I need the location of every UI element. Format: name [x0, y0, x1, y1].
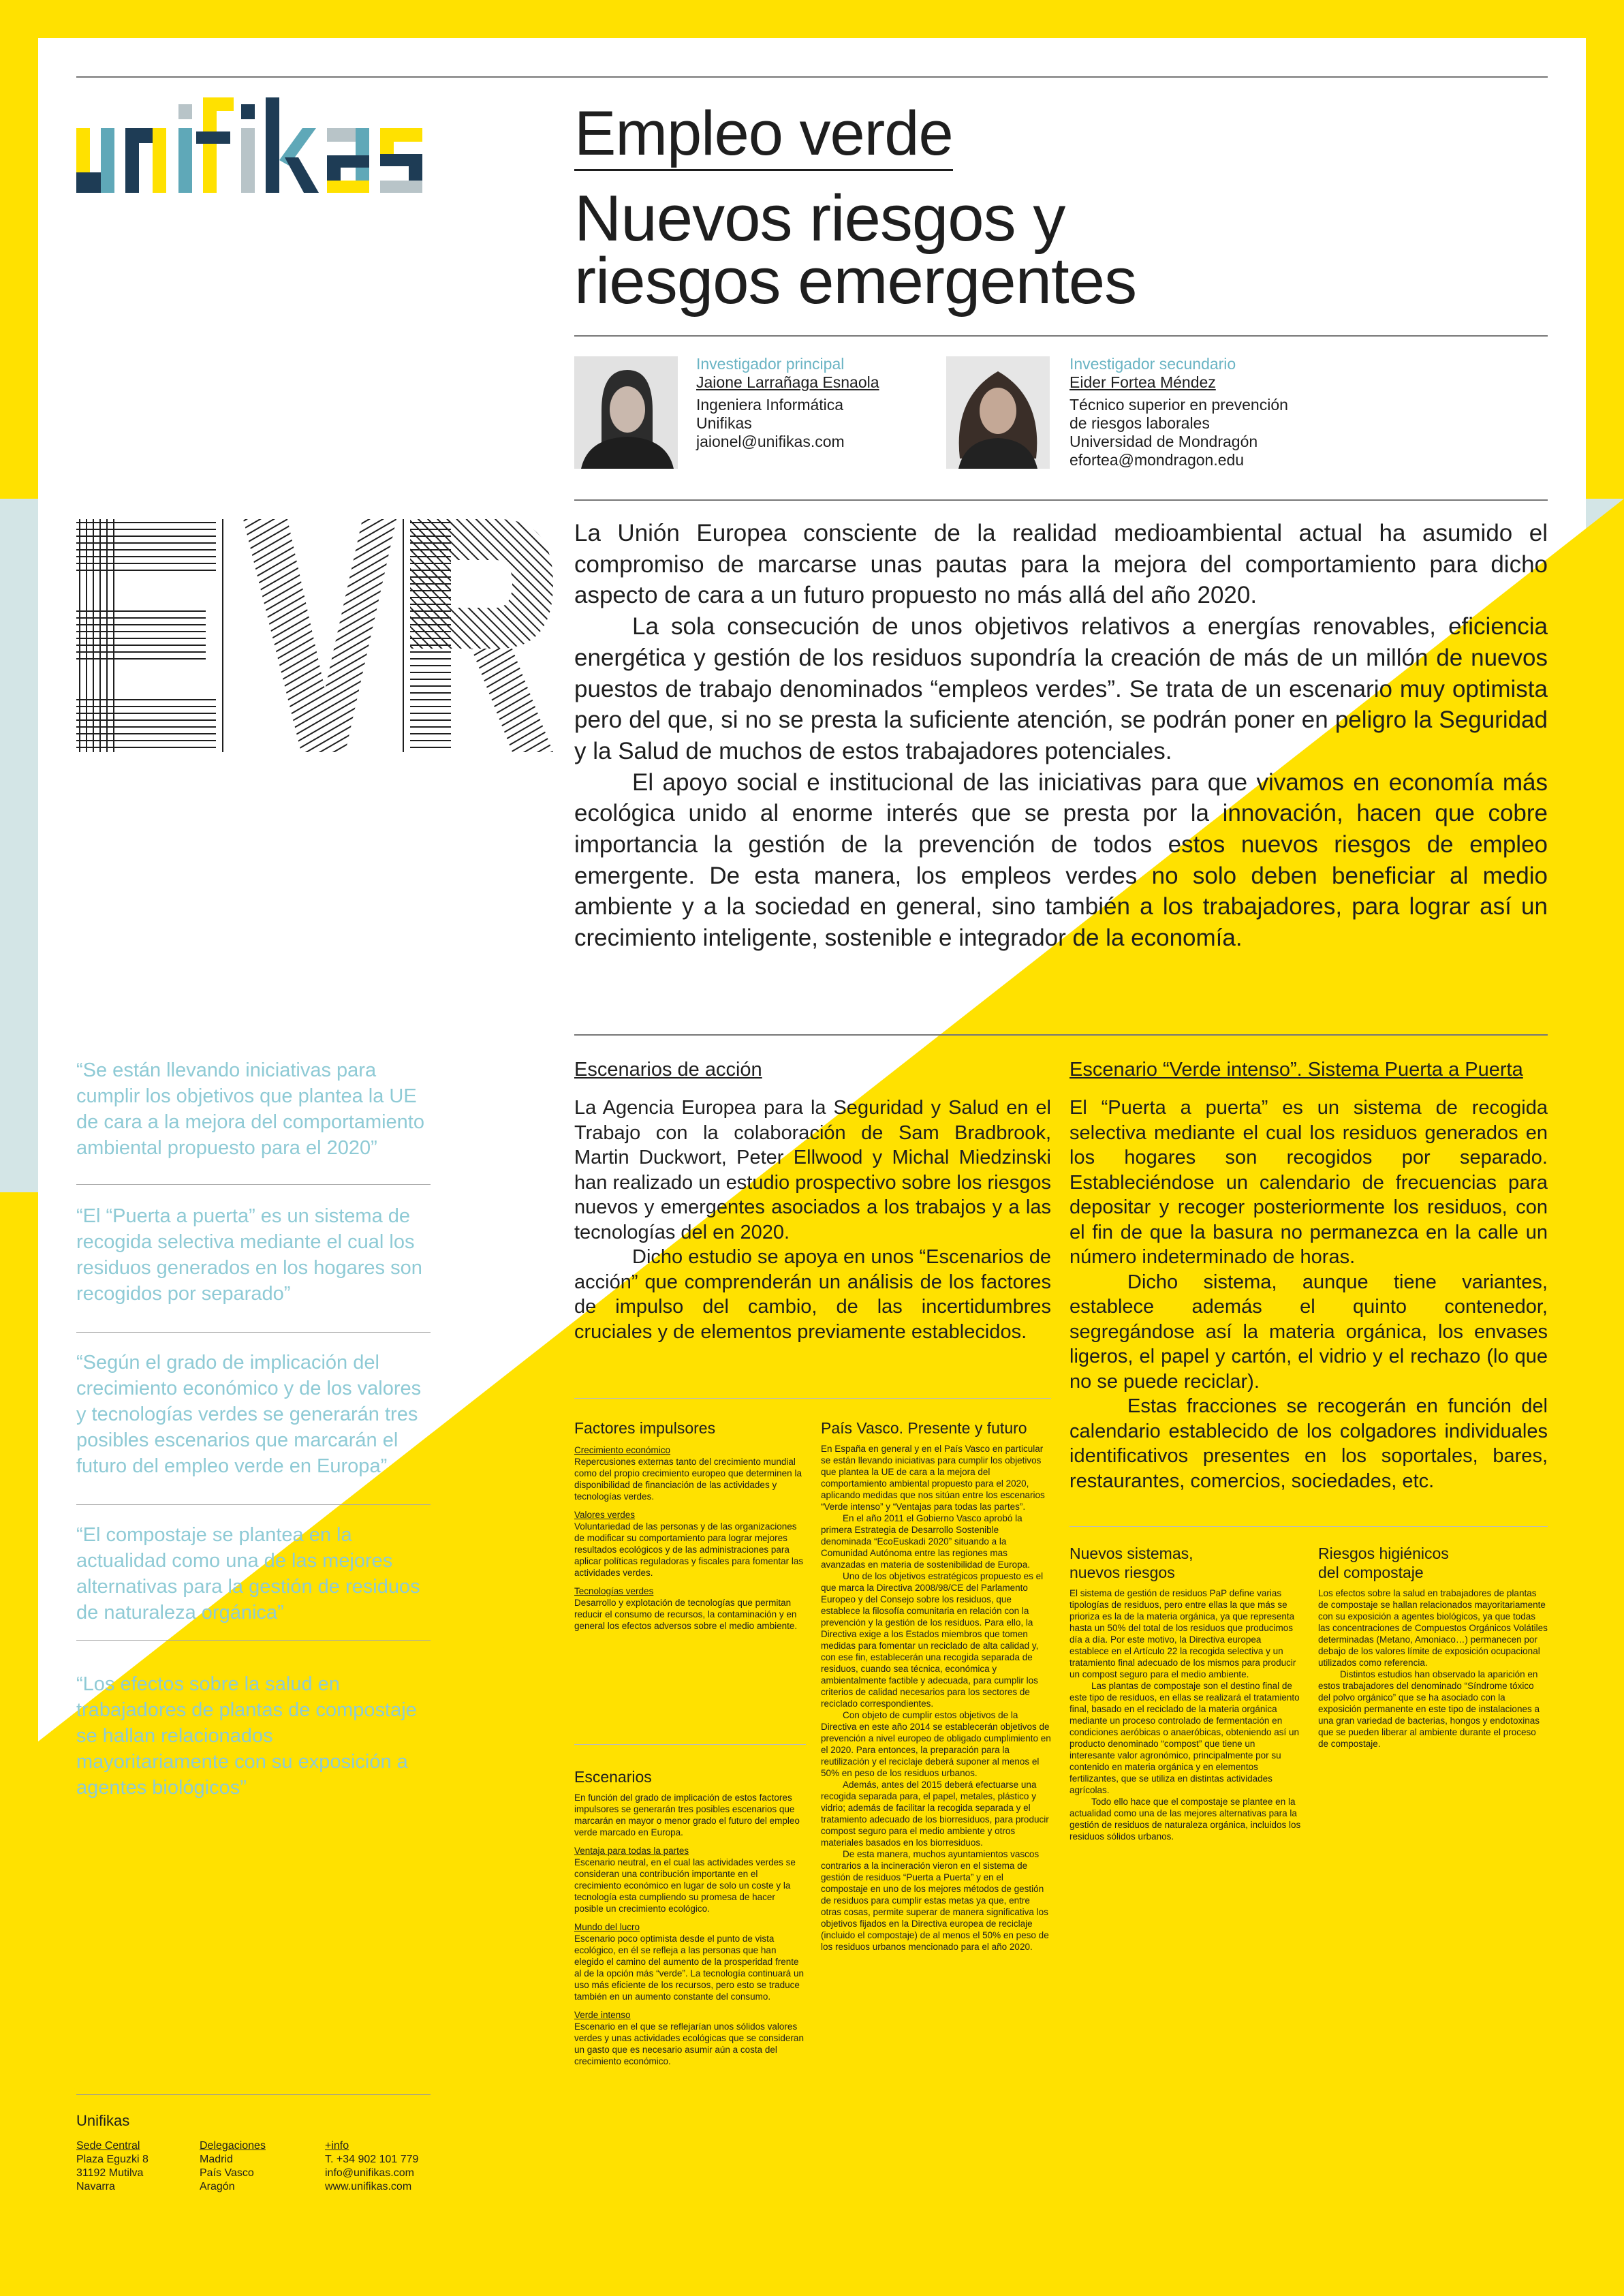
factor-text: Voluntariedad de las personas y de las organizaciones de modificar su comportamiento para lograr mejores resultados ecológicos y de las administraciones para aplicar políticas reguladoras y fiscales para fomentar las actividades verdes.	[574, 1521, 804, 1578]
footer-line: Madrid	[200, 2154, 233, 2165]
evr-graphic	[76, 519, 553, 754]
escenarios-accion-heading: Escenarios de acción	[574, 1059, 762, 1081]
investigator-secundario	[1069, 355, 1356, 469]
investigator-secundario-email[interactable]: efortea@mondragon.edu	[1069, 451, 1245, 469]
escenarios-accion-paragraph: Dicho estudio se apoya en unos “Escenarios de acción” que comprenderán un análisis de los factores de impulso del cambio, de las incertidumbres cruciales y de elementos previamente establecidos.	[574, 1246, 1051, 1343]
nuevos-sistemas-section	[1069, 1544, 1301, 1842]
verde-intenso-heading: Escenario “Verde intenso”. Sistema Puerta a Puerta	[1069, 1059, 1523, 1081]
title-line-2: Nuevos riesgos y	[574, 182, 1065, 255]
footer-info	[325, 2139, 441, 2194]
unifikas-logo	[76, 97, 431, 196]
footer-line: Aragón	[200, 2181, 235, 2192]
escenario-text: Escenario en el que se reflejarían unos sólidos valores verdes y unas actividades ecológicas que se consideran un gasto que es necesario asumir aún a costa del crecimiento económico.	[574, 2021, 804, 2066]
pais-vasco-paragraph: Uno de los objetivos estratégicos propuesto es el que marca la Directiva 2008/98/CE del Parlamento Europeo y del Consejo sobre los residuos, que establece la filosofía comunitaria en relación con la prevención y la gestión de los residuos. Para ello, la Directiva exige a los Estados miembros que tomen medidas para fomentar un reciclado de alta calidad y, con ese fin, establecerán una recogida separada de residuos, cuando sea técnica, económica y ambientalmente factible y adecuada, para cumplir los criterios de calidad necesarios para los sectores de reciclado correspondientes.	[821, 1571, 1044, 1709]
verde-intenso-paragraph: Estas fracciones se recogerán en función del calendario establecido de los colgadores individuales identificativos presentes en los soportales, bares, restaurantes, comercios, sociedades, etc.	[1069, 1395, 1548, 1492]
investigator-principal-email[interactable]: jaionel@unifikas.com	[696, 433, 845, 450]
pull-quote: “Según el grado de implicación del crecimiento económico y de los valores y tecnologías verdes se generarán tres posibles escenarios que marcarán el futuro del empleo verde en Europa”	[76, 1352, 422, 1477]
footer-org: Unifikas	[76, 2112, 130, 2129]
footer-info-label: +info	[325, 2140, 349, 2152]
investigator-principal-line: Unifikas	[696, 414, 752, 432]
investigator-principal-role: Investigador principal	[696, 355, 845, 373]
nuevos-sistemas-heading: nuevos riesgos	[1069, 1564, 1175, 1581]
evr-letter-e	[76, 519, 223, 752]
escenarios-accion-paragraph: La Agencia Europea para la Seguridad y Salud en el Trabajo con la colaboración de Sam Bradbrook, Martin Duckwort, Peter Ellwood y Michal Miedzinski han realizado un estudio prospectivo sobre los riesgos nuevos y emergentes asociados a los trabajos y a las tecnologías del en 2020.	[574, 1097, 1051, 1243]
investigator-principal	[696, 355, 955, 451]
pull-quote: “Se están llevando iniciativas para cumplir los objetivos que plantea la UE de cara a la mejora del comportamiento ambiental propuesto para el 2020”	[76, 1059, 424, 1159]
footer-line: País Vasco	[200, 2167, 254, 2179]
footer-web-link[interactable]: www.unifikas.com	[325, 2181, 412, 2192]
pull-quote: “El “Puerta a puerta” es un sistema de recogida selectiva mediante el cual los residuos generados en los hogares son recogidos por separado”	[76, 1205, 422, 1305]
intro-paragraph: La sola consecución de unos objetivos relativos a energías renovables, eficiencia energética y gestión de los residuos supondría la creación de más de un millón de nuevos puestos de trabajo denominados “empleos verdes”. Se trata de un escenario muy optimista pero del que, si no se presta la suficiente atención, se podrán poner en peligro la Seguridad y la Salud de muchos de estos trabajadores potenciales.	[574, 613, 1548, 764]
footer-line: 31192 Mutilva	[76, 2167, 144, 2179]
investigator-principal-line: Ingeniera Informática	[696, 396, 844, 414]
footer-phone[interactable]: T. +34 902 101 779	[325, 2154, 419, 2165]
intro-paragraph: El apoyo social e institucional de las iniciativas para que vivamos en economía más ecológica unido al enorme interés que se presta por la innovación, hacen que cobre importancia la gestión de la prevención de todos estos nuevos riesgos de empleo emergente. De esta manera, los empleos verdes no solo deben beneficiar al medio ambiente y a la sociedad en general, sino también a los trabajadores, para lograr así un crecimiento inteligente, sostenible e integrador de la economía.	[574, 769, 1548, 952]
evr-letter-v	[243, 519, 403, 752]
investigator-secundario-line: Universidad de Mondragón	[1069, 433, 1258, 450]
riesgos-higienicos-heading: del compostaje	[1318, 1564, 1424, 1581]
factor-title: Valores verdes	[574, 1510, 636, 1520]
verde-intenso-section	[1069, 1057, 1548, 1493]
escenario-title: Verde intenso	[574, 2010, 631, 2020]
footer-line: Navarra	[76, 2181, 115, 2192]
nuevos-sistemas-heading: Nuevos sistemas,	[1069, 1545, 1193, 1562]
pull-quote: “El compostaje se plantea en la actualidad como una de las mejores alternativas para la gestión de residuos de naturaleza orgánica”	[76, 1524, 420, 1624]
pais-vasco-section	[821, 1418, 1051, 1953]
investigator-secundario-line: de riesgos laborales	[1069, 414, 1210, 432]
investigator-principal-name: Jaione Larrañaga Esnaola	[696, 373, 879, 391]
escenarios-intro: En función del grado de implicación de estos factores impulsores se generarán tres posibles escenarios que marcarán en mayor o menor grado el futuro del empleo verde marcado en Europa.	[574, 1793, 800, 1837]
footer-deleg-label: Delegaciones	[200, 2140, 266, 2152]
nuevos-sistemas-paragraph: Las plantas de compostaje son el destino final de este tipo de residuos, en ellas se realizará el tratamiento final, basado en el reciclado de la materia orgánica mediante un proceso controlado de fermentación en condiciones aeróbicas o anaeróbicas, obteniendo así un producto denominado “compost” que tiene un interesante valor agronómico, principalmente por su contenido en materia orgánica y en elementos fertilizantes, que se utiliza en distintas actividades agrícolas.	[1069, 1681, 1300, 1795]
investigator-secundario-role: Investigador secundario	[1069, 355, 1236, 373]
nuevos-sistemas-paragraph: Todo ello hace que el compostaje se plantee en la actualidad como una de las mejores alternativas para la gestión de residuos de naturaleza orgánica, incluidos los residuos sólidos urbanos.	[1069, 1797, 1301, 1842]
intro-paragraph: La Unión Europea consciente de la realidad medioambiental actual ha asumido el compromiso de marcarse unas pautas para la mejora del comportamiento para dicho aspecto de cara a un futuro propuesto no más allá del año 2020.	[574, 520, 1548, 609]
verde-intenso-paragraph: Dicho sistema, aunque tiene variantes, establece además el quinto contenedor, segregándose así la materia orgánica, los envases ligeros, el papel y cartón, el vidrio y el rechazo (lo que no se puede reciclar).	[1069, 1271, 1548, 1393]
escenarios-section	[574, 1767, 806, 2067]
riesgos-higienicos-heading: Riesgos higiénicos	[1318, 1545, 1449, 1562]
factor-text: Desarrollo y explotación de tecnologías que permitan reducir el consumo de recursos, la contaminación y en general los efectos adversos sobre el medio ambiente.	[574, 1598, 798, 1631]
pais-vasco-paragraph: Con objeto de cumplir estos objetivos de la Directiva en este año 2014 se establecerán objetivos de prevención a nivel europeo de obligado cumplimiento en el 2020. Para entonces, la preparación para la reutilización y el reciclaje deberá suponer al menos el 50% en peso de los residuos urbanos.	[821, 1710, 1051, 1778]
investigator-secundario-name: Eider Fortea Méndez	[1069, 373, 1216, 391]
escenario-text: Escenario poco optimista desde el punto de vista ecológico, en él se refleja a las personas que han elegido el camino del aumento de la prosperidad frente al de la opción más “verde”. La tecnología continuará un uso más eficiente de los recursos, pero esto se traduce también en un aumento constante del consumo.	[574, 1934, 804, 2002]
escenario-title: Mundo del lucro	[574, 1922, 640, 1932]
pais-vasco-paragraph: Además, antes del 2015 deberá efectuarse una recogida separada para, el papel, metales, plástico y vidrio; además de facilitar la recogida separada y el tratamiento adecuado de los biorresiduos, para producir compost seguro para el medio ambiente y otros materiales basados en los biorresiduos.	[821, 1780, 1049, 1848]
pais-vasco-paragraph: En el año 2011 el Gobierno Vasco aprobó la primera Estrategia de Desarrollo Sostenible denominada “EcoEuskadi 2020” situando a la Comunidad Autónoma entre las regiones mas avanzadas en materia de sostenibilidad de Europa.	[821, 1513, 1030, 1570]
escenarios-accion-section	[574, 1057, 1051, 1344]
riesgos-higienicos-paragraph: Los efectos sobre la salud en trabajadores de plantas de compostaje se hallan relacionados mayoritariamente con su exposición a agentes biológicos, ya que todas las concentraciones de Compuestos Orgánicos Volátiles determinadas (Metano, Amoniaco…) permanecen por debajo de los valores límite de exposición ocupacional utilizados como referencia.	[1318, 1588, 1548, 1668]
factores-section	[574, 1418, 806, 1632]
footer-email-link[interactable]: info@unifikas.com	[325, 2167, 414, 2179]
nuevos-sistemas-paragraph: El sistema de gestión de residuos PaP define varias tipologías de residuos, pero entre ellas la que más se prioriza es la de la materia orgánica, ya que representa hasta un 50% del total de los residuos que producimos día a día. Por este motivo, la Directiva europea establece en el Artículo 22 la recogida selectiva y un tratamiento final adecuado de los mismos para producir un compost seguro para el medio ambiente.	[1069, 1588, 1296, 1679]
footer-sede-label: Sede Central	[76, 2140, 140, 2152]
riesgos-higienicos-paragraph: Distintos estudios han observado la aparición en estos trabajadores del denominado “Síndrome tóxico del polvo orgánico” que se ha asociado con la exposición permanente en este tipo de instalaciones a una gran variedad de bacterias, hongos y endotoxinas que se pueden liberar al ambiente durante el proceso de compostaje.	[1318, 1669, 1540, 1749]
escenario-title: Ventaja para todas la partes	[574, 1846, 689, 1856]
pais-vasco-paragraph: De esta manera, muchos ayuntamientos vascos contrarios a la incineración vieron en el sistema de gestión de residuos “Puerta a Puerta” y en el compostaje en uno de los mejores métodos de gestión de residuos para cumplir estas metas ya que, entre otras cosas, permite superar de manera significativa los objetivos fijados en la Directiva europea de reciclaje (incluido el compostaje) de al menos el 50% en peso de los residuos urbanos mencionado para el año 2020.	[821, 1849, 1049, 1952]
escenarios-heading: Escenarios	[574, 1768, 652, 1786]
footer-delegaciones	[200, 2139, 309, 2194]
footer-sede	[76, 2139, 192, 2194]
footer-line: Plaza Eguzki 8	[76, 2154, 149, 2165]
avatar-principal	[574, 356, 678, 469]
pais-vasco-paragraph: En España en general y en el País Vasco en particular se están llevando iniciativas para cumplir los objetivos que plantea la UE de cara a la mejora del comportamiento ambiental propuesto para el 2020, aplicando medidas que nos sitúan entre los escenarios “Verde intenso” y “Ventajas para todas las partes”.	[821, 1444, 1045, 1512]
verde-intenso-paragraph: El “Puerta a puerta” es un sistema de recogida selectiva mediante el cual los residuos generados en los hogares son recogidos por separado. Estableciéndose un calendario de frecuencias para depositar y recoger posteriormente los residuos, con el fin de que la basura no permanezca en la calle un número indeterminado de horas.	[1069, 1097, 1548, 1268]
factor-title: Tecnologías verdes	[574, 1586, 654, 1596]
factores-heading: Factores impulsores	[574, 1419, 716, 1437]
pais-vasco-heading: País Vasco. Presente y futuro	[821, 1419, 1027, 1437]
avatar-secundario	[946, 356, 1050, 469]
pull-quote: “Los efectos sobre la salud en trabajadores de plantas de compostaje se hallan relacionados mayoritariamente con su exposición a agentes biológicos”	[76, 1673, 417, 1799]
riesgos-higienicos-section	[1318, 1544, 1548, 1750]
factor-title: Crecimiento económico	[574, 1445, 671, 1455]
factor-text: Repercusiones externas tanto del crecimiento mundial como del propio crecimiento europeo que determinen la disponibilidad de financiación de las actividades y tecnologías verdes.	[574, 1457, 802, 1502]
title-line-3: riesgos emergentes	[574, 245, 1137, 317]
intro-text	[574, 518, 1548, 954]
investigator-secundario-line: Técnico superior en prevención	[1069, 396, 1288, 414]
evr-letter-r	[410, 519, 553, 752]
title-empleo-verde: Empleo verde	[574, 102, 953, 171]
escenario-text: Escenario neutral, en el cual las actividades verdes se consideran una contribución importante en el crecimiento económico en lugar de solo un coste y la tecnología esta cumpliendo su promesa de hacer posible un crecimiento ecológico.	[574, 1857, 796, 1914]
